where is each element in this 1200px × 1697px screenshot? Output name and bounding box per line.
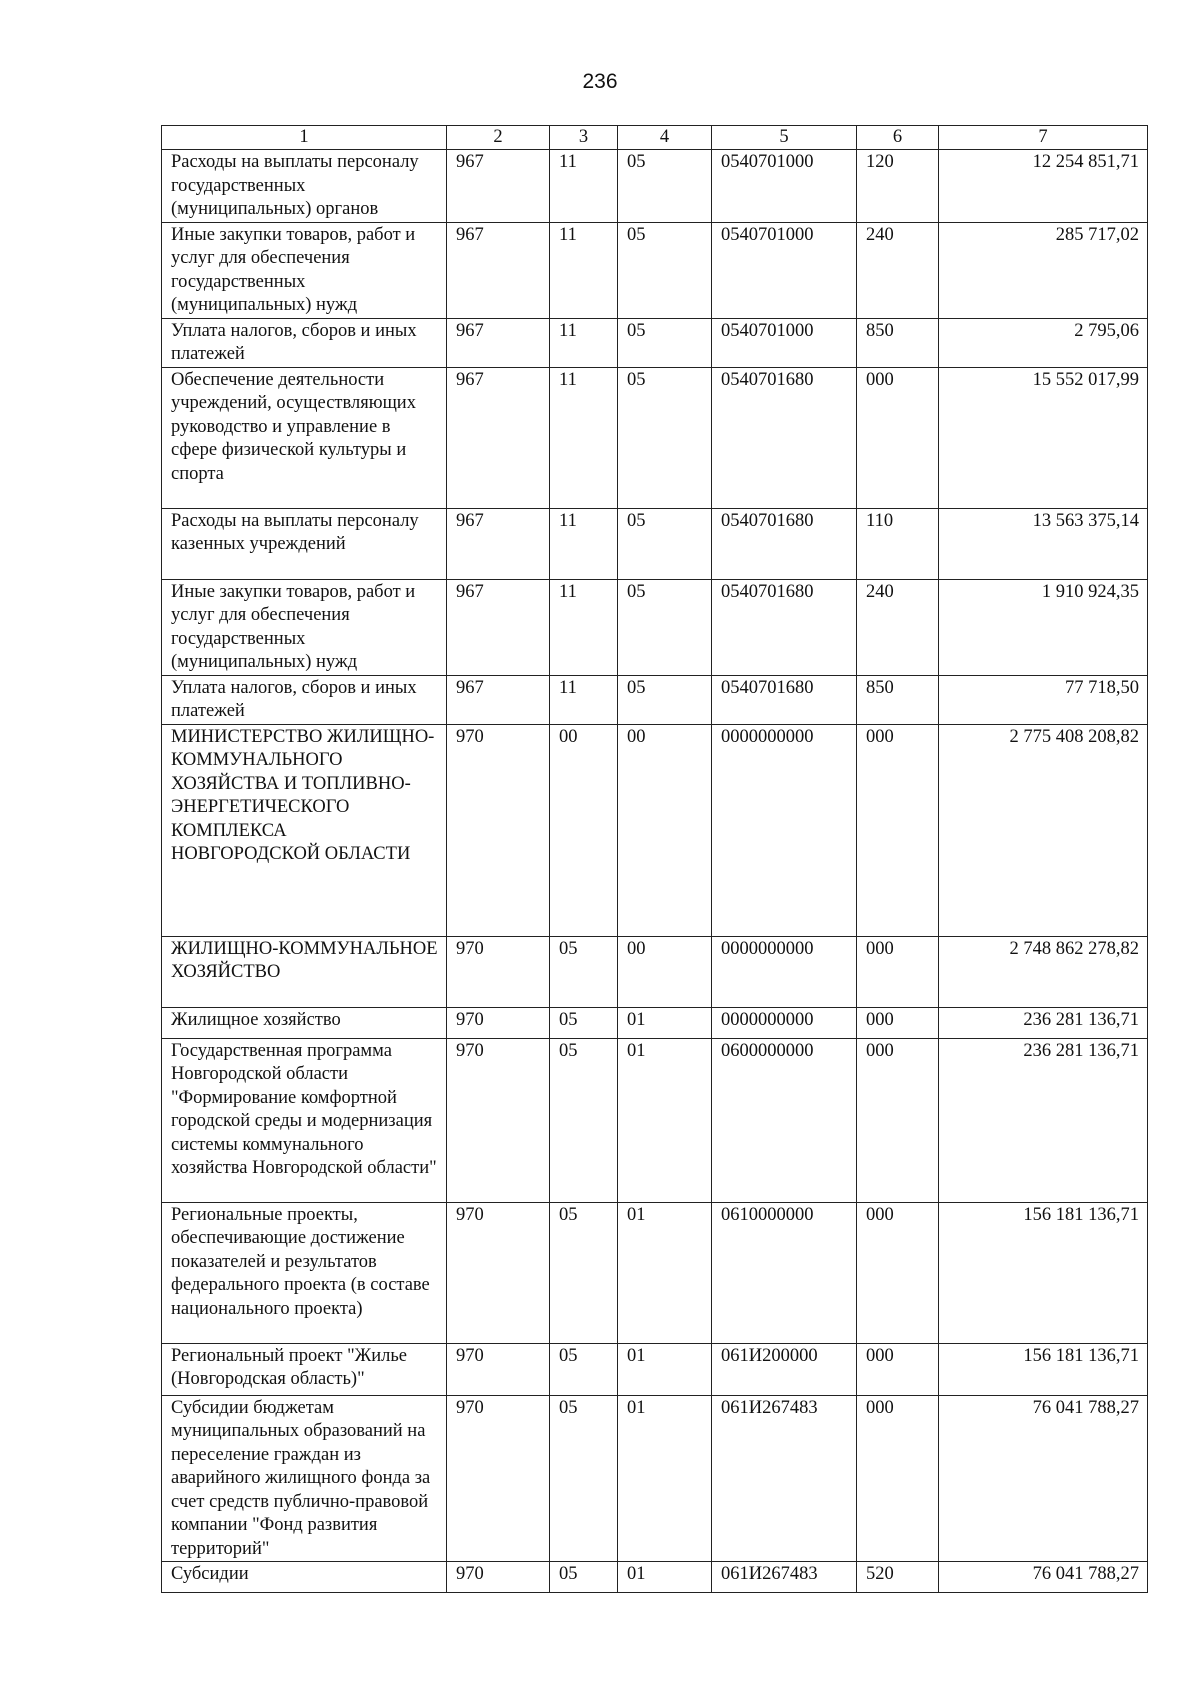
header-col-1: 1 — [162, 126, 447, 150]
row-subsection: 05 — [618, 150, 712, 223]
row-ministry-code: 967 — [447, 579, 550, 675]
row-section: 11 — [550, 318, 618, 367]
row-amount: 76 041 788,27 — [939, 1562, 1148, 1593]
row-subsection: 05 — [618, 222, 712, 318]
row-target-article: 0000000000 — [712, 724, 857, 936]
row-target-article: 0540701000 — [712, 318, 857, 367]
row-target-article: 061И267483 — [712, 1562, 857, 1593]
row-target-article: 0540701680 — [712, 367, 857, 508]
row-section: 11 — [550, 675, 618, 724]
row-amount: 285 717,02 — [939, 222, 1148, 318]
row-subsection: 01 — [618, 1007, 712, 1038]
row-section: 11 — [550, 508, 618, 579]
row-ministry-code: 970 — [447, 1343, 550, 1395]
header-col-7: 7 — [939, 126, 1148, 150]
row-name: Жилищное хозяйство — [162, 1007, 447, 1038]
row-target-article: 061И267483 — [712, 1395, 857, 1562]
table-row — [162, 1007, 1148, 1038]
table-row — [162, 1562, 1148, 1593]
row-expense-type: 000 — [857, 1038, 939, 1202]
row-ministry-code: 970 — [447, 1038, 550, 1202]
row-target-article: 0540701680 — [712, 675, 857, 724]
row-target-article: 0540701680 — [712, 579, 857, 675]
row-name: Расходы на выплаты персоналу казенных учреждений — [162, 508, 447, 579]
row-amount: 15 552 017,99 — [939, 367, 1148, 508]
row-ministry-code: 970 — [447, 724, 550, 936]
row-ministry-code: 967 — [447, 150, 550, 223]
row-amount: 13 563 375,14 — [939, 508, 1148, 579]
table-row — [162, 579, 1148, 675]
row-subsection: 05 — [618, 318, 712, 367]
row-section: 11 — [550, 367, 618, 508]
table-row — [162, 1343, 1148, 1395]
row-name: ЖИЛИЩНО-КОММУНАЛЬНОЕ ХОЗЯЙСТВО — [162, 936, 447, 1007]
row-section: 11 — [550, 222, 618, 318]
row-ministry-code: 970 — [447, 1007, 550, 1038]
row-amount: 12 254 851,71 — [939, 150, 1148, 223]
row-expense-type: 240 — [857, 222, 939, 318]
row-section: 05 — [550, 1007, 618, 1038]
row-amount: 2 775 408 208,82 — [939, 724, 1148, 936]
row-subsection: 00 — [618, 724, 712, 936]
row-target-article: 0540701680 — [712, 508, 857, 579]
row-name: Региональные проекты, обеспечивающие достижение показателей и результатов федерального проекта (в составе национального проекта) — [162, 1202, 447, 1343]
header-col-5: 5 — [712, 126, 857, 150]
row-ministry-code: 967 — [447, 318, 550, 367]
row-subsection: 05 — [618, 675, 712, 724]
row-target-article: 0540701000 — [712, 150, 857, 223]
row-name: МИНИСТЕРСТВО ЖИЛИЩНО-КОММУНАЛЬНОГО ХОЗЯЙСТВА И ТОПЛИВНО-ЭНЕРГЕТИЧЕСКОГО КОМПЛЕКСА НОВГОРОДСКОЙ ОБЛАСТИ — [162, 724, 447, 936]
row-expense-type: 850 — [857, 675, 939, 724]
row-ministry-code: 967 — [447, 367, 550, 508]
row-amount: 1 910 924,35 — [939, 579, 1148, 675]
row-expense-type: 000 — [857, 1395, 939, 1562]
row-section: 11 — [550, 150, 618, 223]
row-subsection: 05 — [618, 579, 712, 675]
row-amount: 156 181 136,71 — [939, 1343, 1148, 1395]
table-row — [162, 222, 1148, 318]
table-body — [162, 150, 1148, 1593]
row-subsection: 01 — [618, 1038, 712, 1202]
row-amount: 236 281 136,71 — [939, 1038, 1148, 1202]
row-target-article: 0600000000 — [712, 1038, 857, 1202]
row-subsection: 05 — [618, 367, 712, 508]
header-col-3: 3 — [550, 126, 618, 150]
row-target-article: 0000000000 — [712, 936, 857, 1007]
row-amount: 2 795,06 — [939, 318, 1148, 367]
row-expense-type: 850 — [857, 318, 939, 367]
row-expense-type: 000 — [857, 936, 939, 1007]
header-col-2: 2 — [447, 126, 550, 150]
table-row — [162, 1395, 1148, 1562]
row-section: 05 — [550, 1562, 618, 1593]
row-amount: 76 041 788,27 — [939, 1395, 1148, 1562]
row-name: Региональный проект "Жилье (Новгородская область)" — [162, 1343, 447, 1395]
row-expense-type: 000 — [857, 1343, 939, 1395]
row-subsection: 05 — [618, 508, 712, 579]
row-subsection: 01 — [618, 1343, 712, 1395]
row-target-article: 061И200000 — [712, 1343, 857, 1395]
row-section: 05 — [550, 1202, 618, 1343]
row-ministry-code: 967 — [447, 675, 550, 724]
row-expense-type: 000 — [857, 1007, 939, 1038]
row-subsection: 00 — [618, 936, 712, 1007]
row-target-article: 0540701000 — [712, 222, 857, 318]
row-expense-type: 240 — [857, 579, 939, 675]
row-name: Иные закупки товаров, работ и услуг для обеспечения государственных (муниципальных) нужд — [162, 579, 447, 675]
table-row — [162, 508, 1148, 579]
row-subsection: 01 — [618, 1202, 712, 1343]
row-section: 00 — [550, 724, 618, 936]
row-ministry-code: 970 — [447, 1395, 550, 1562]
budget-table — [161, 125, 1148, 1593]
row-amount: 2 748 862 278,82 — [939, 936, 1148, 1007]
row-section: 05 — [550, 1395, 618, 1562]
row-section: 11 — [550, 579, 618, 675]
row-name: Уплата налогов, сборов и иных платежей — [162, 675, 447, 724]
row-section: 05 — [550, 936, 618, 1007]
row-subsection: 01 — [618, 1395, 712, 1562]
row-section: 05 — [550, 1038, 618, 1202]
table-row — [162, 936, 1148, 1007]
header-col-6: 6 — [857, 126, 939, 150]
row-name: Обеспечение деятельности учреждений, осуществляющих руководство и управление в сфере физической культуры и спорта — [162, 367, 447, 508]
table-row — [162, 1038, 1148, 1202]
row-expense-type: 000 — [857, 1202, 939, 1343]
row-name: Иные закупки товаров, работ и услуг для обеспечения государственных (муниципальных) нужд — [162, 222, 447, 318]
row-expense-type: 120 — [857, 150, 939, 223]
table-row — [162, 367, 1148, 508]
table-row — [162, 150, 1148, 223]
header-row — [162, 126, 1148, 150]
row-expense-type: 000 — [857, 367, 939, 508]
row-name: Уплата налогов, сборов и иных платежей — [162, 318, 447, 367]
row-expense-type: 110 — [857, 508, 939, 579]
row-ministry-code: 970 — [447, 1202, 550, 1343]
row-ministry-code: 970 — [447, 1562, 550, 1593]
header-col-4: 4 — [618, 126, 712, 150]
row-amount: 156 181 136,71 — [939, 1202, 1148, 1343]
row-ministry-code: 967 — [447, 508, 550, 579]
row-expense-type: 000 — [857, 724, 939, 936]
row-expense-type: 520 — [857, 1562, 939, 1593]
row-subsection: 01 — [618, 1562, 712, 1593]
row-section: 05 — [550, 1343, 618, 1395]
row-name: Субсидии — [162, 1562, 447, 1593]
table-row — [162, 1202, 1148, 1343]
row-ministry-code: 967 — [447, 222, 550, 318]
row-amount: 77 718,50 — [939, 675, 1148, 724]
table-row — [162, 675, 1148, 724]
row-name: Субсидии бюджетам муниципальных образований на переселение граждан из аварийного жилищного фонда за счет средств публично-правовой компании "Фонд развития территорий" — [162, 1395, 447, 1562]
row-ministry-code: 970 — [447, 936, 550, 1007]
table-header — [162, 126, 1148, 150]
table-row — [162, 724, 1148, 936]
row-amount: 236 281 136,71 — [939, 1007, 1148, 1038]
table-row — [162, 318, 1148, 367]
row-target-article: 0000000000 — [712, 1007, 857, 1038]
row-target-article: 0610000000 — [712, 1202, 857, 1343]
page-number: 236 — [582, 70, 618, 93]
row-name: Расходы на выплаты персоналу государственных (муниципальных) органов — [162, 150, 447, 223]
row-name: Государственная программа Новгородской области "Формирование комфортной городской среды и модернизация системы коммунального хозяйства Новгородской области" — [162, 1038, 447, 1202]
